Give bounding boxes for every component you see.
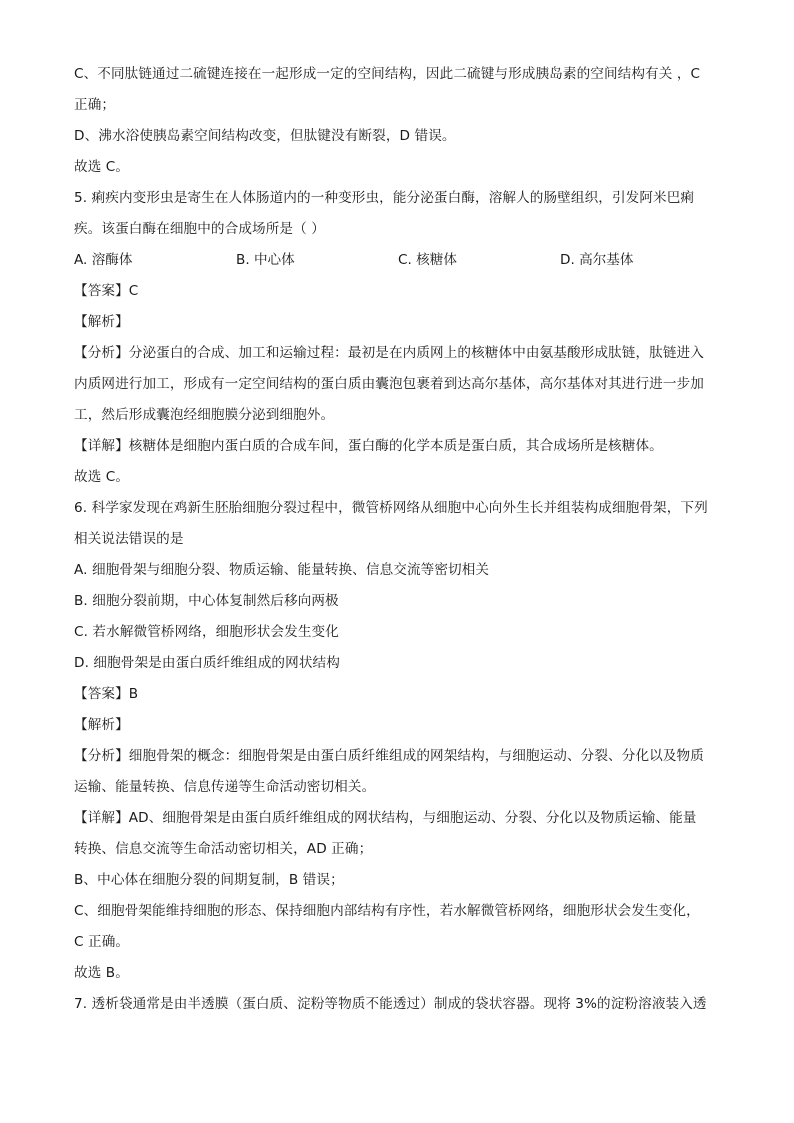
q7-stem-line1: 7. 透析袋通常是由半透膜（蛋白质、淀粉等物质不能透过）制成的袋状容器。现将 3%的淀粉溶液装入透 [74, 996, 707, 1012]
document-page [74, 64, 724, 1025]
q6-option-d: D. 细胞骨架是由蛋白质纤维组成的网状结构 [74, 655, 340, 671]
q5-analysis-line3: 工，然后形成囊泡经细胞膜分泌到细胞外。 [74, 407, 335, 423]
q4-option-c-explanation-line2: 正确； [74, 97, 116, 113]
q6-conclusion: 故选 B。 [74, 965, 129, 981]
q5-stem-line1: 5. 痢疾内变形虫是寄生在人体肠道内的一种变形虫，能分泌蛋白酶，溶解人的肠壁组织，引发阿米巴痢 [74, 190, 695, 206]
q6-detail-line1: 【详解】AD、细胞骨架是由蛋白质纤维组成的网状结构，与细胞运动、分裂、分化以及物质运输、能量 [74, 810, 697, 826]
q6-answer: 【答案】B [74, 686, 139, 702]
q5-stem-line2: 疾。该蛋白酶在细胞中的合成场所是（ ） [74, 221, 325, 237]
q6-option-a: A. 细胞骨架与细胞分裂、物质运输、能量转换、信息交流等密切相关 [74, 562, 490, 578]
q5-detail: 【详解】核糖体是细胞内蛋白质的合成车间，蛋白酶的化学本质是蛋白质，其合成场所是核糖体。 [74, 438, 663, 454]
q4-conclusion: 故选 C。 [74, 159, 130, 175]
q4-option-c-explanation-line1: C、不同肽链通过二硫键连接在一起形成一定的空间结构，因此二硫键与形成胰岛素的空间结构有关 ，C [74, 66, 701, 82]
q5-analysis-line2: 内质网进行加工，形成有一定空间结构的蛋白质由囊泡包裹着到达高尔基体，高尔基体对其进行进一步加 [74, 376, 704, 392]
q5-analysis-line1: 【分析】分泌蛋白的合成、加工和运输过程：最初是在内质网上的核糖体中由氨基酸形成肽链，肽链进入 [74, 345, 704, 361]
q5-option-d: D. 高尔基体 [560, 252, 634, 268]
q6-stem-line1: 6. 科学家发现在鸡新生胚胎细胞分裂过程中，微管桥网络从细胞中心向外生长并组装构成细胞骨架，下列 [74, 500, 708, 516]
q6-analysis-line2: 运输、能量转换、信息传递等生命活动密切相关。 [74, 779, 376, 795]
q5-options [74, 250, 724, 270]
q6-jiexi-heading: 【解析】 [74, 717, 129, 733]
q6-analysis-line1: 【分析】细胞骨架的概念：细胞骨架是由蛋白质纤维组成的网架结构，与细胞运动、分裂、分化以及物质 [74, 748, 704, 764]
q5-option-a: A. 溶酶体 [74, 252, 133, 268]
q5-option-b: B. 中心体 [236, 252, 295, 268]
q6-detail-line3: B、中心体在细胞分裂的间期复制，B 错误； [74, 872, 344, 888]
q6-stem-line2: 相关说法错误的是 [74, 531, 184, 547]
q6-detail-line5: C 正确。 [74, 934, 130, 950]
q5-answer: 【答案】C [74, 283, 139, 299]
q6-option-b: B. 细胞分裂前期，中心体复制然后移向两极 [74, 593, 339, 609]
q6-detail-line4: C、细胞骨架能维持细胞的形态、保持细胞内部结构有序性，若水解微管桥网络，细胞形状会发生变化， [74, 903, 700, 919]
q5-conclusion: 故选 C。 [74, 469, 130, 485]
q6-detail-line2: 转换、信息交流等生命活动密切相关，AD 正确； [74, 841, 373, 857]
q6-option-c: C. 若水解微管桥网络，细胞形状会发生变化 [74, 624, 339, 640]
q5-option-c: C. 核糖体 [398, 252, 457, 268]
q4-option-d-explanation: D、沸水浴使胰岛素空间结构改变，但肽键没有断裂，D 错误。 [74, 128, 456, 144]
q5-jiexi-heading: 【解析】 [74, 314, 129, 330]
